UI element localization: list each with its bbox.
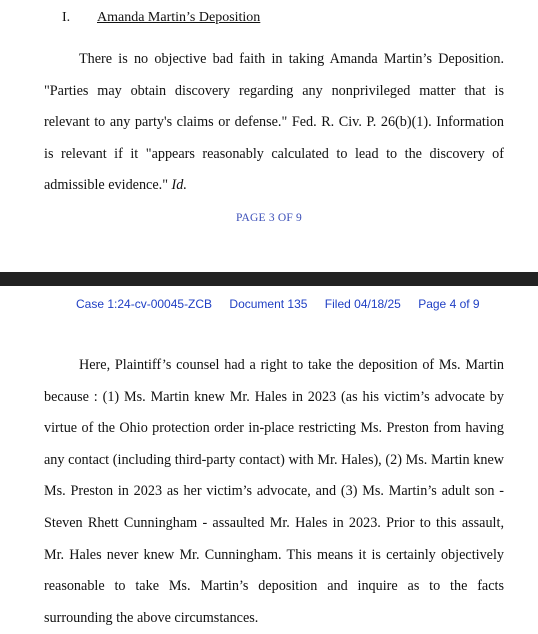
ecf-filing-header [76,297,480,311]
page-break-divider [0,272,538,286]
body-paragraph-top [44,44,504,202]
body-paragraph-bottom [44,350,504,634]
citation-id: Id. [171,177,187,193]
section-number: I. [62,10,71,25]
paragraph-text: Here, Plaintiff’s counsel had a right to take the deposition of Ms. Martin because : (1) Ms. Martin knew Mr. Hales in 2023 (as his victim’s advocate by virtue of the Ohio protection order in-place restricting Ms. Preston from having any contact (including third-party contact) with Mr. Hales), (2) Ms. Martin knew Ms. Preston in 2023 as her victim’s advocate, and (3) Ms. Martin’s adult son - Steven Rhett Cunningham - assaulted Mr. Hales in 2023. Prior to this assault, Mr. Hales never knew Mr. Cunningham. This means it is certainly objectively reasonable to take Ms. Martin’s deposition and inquire as to the facts surrounding the above circumstances. [44,357,504,626]
case-number: Case 1:24-cv-00045-ZCB [76,297,213,311]
section-title: Amanda Martin’s Deposition [97,10,261,25]
page-of-total: Page 4 of 9 [418,297,480,311]
document-page-3 [0,0,538,272]
document-number: Document 135 [229,297,308,311]
paragraph-text: There is no objective bad faith in taking Amanda Martin’s Deposition. "Parties may obtain discovery regarding any nonprivileged matter that is relevant to any party's claims or defense." Fed. R. Civ. P. 26(b)(1). Information is relevant if it "appears reasonably calculated to lead to the discovery of admissible evidence." [44,51,504,193]
section-heading [62,10,260,26]
page-number-footer: PAGE 3 OF 9 [235,212,302,224]
document-page-4 [0,286,538,626]
filed-date: Filed 04/18/25 [324,297,401,311]
